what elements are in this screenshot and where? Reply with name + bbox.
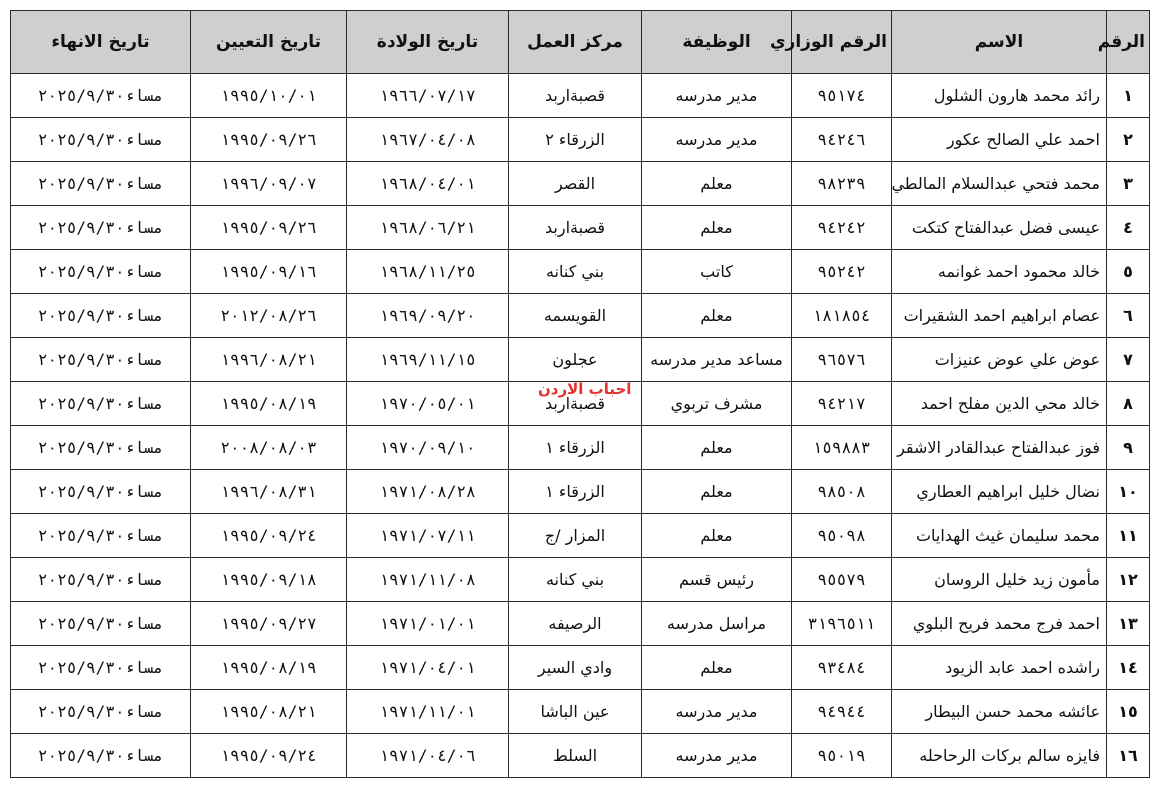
cell-no: ١٤: [1107, 646, 1150, 690]
cell-ministry-no: ١٥٩٨٨٣: [792, 426, 892, 470]
cell-work-center: القصر: [509, 162, 642, 206]
cell-appointment-date: ٢٠٠٨/٠٨/٠٣: [191, 426, 347, 470]
cell-birth-date: ١٩٦٩/١١/١٥: [347, 338, 509, 382]
table-row: [11, 514, 1150, 558]
cell-work-center: السلط: [509, 734, 642, 778]
cell-no: ٦: [1107, 294, 1150, 338]
cell-work-center: الزرقاء ٢: [509, 118, 642, 162]
table-row: [11, 162, 1150, 206]
cell-work-center: الزرقاء ١: [509, 426, 642, 470]
cell-job: معلم: [642, 294, 792, 338]
cell-work-center: قصبةاربد: [509, 206, 642, 250]
cell-appointment-date: ١٩٩٥/٠٩/٢٤: [191, 514, 347, 558]
cell-no: ١: [1107, 74, 1150, 118]
cell-birth-date: ١٩٧١/٠١/٠١: [347, 602, 509, 646]
cell-birth-date: ١٩٦٧/٠٤/٠٨: [347, 118, 509, 162]
cell-end-date: مساء٢٠٢٥/٩/٣٠: [11, 250, 191, 294]
cell-appointment-date: ١٩٩٥/٠٩/٢٤: [191, 734, 347, 778]
cell-appointment-date: ١٩٩٥/٠٨/١٩: [191, 646, 347, 690]
cell-job: معلم: [642, 162, 792, 206]
cell-work-center: بني كنانه: [509, 558, 642, 602]
header-job: الوظيفة: [642, 11, 792, 74]
cell-birth-date: ١٩٦٩/٠٩/٢٠: [347, 294, 509, 338]
cell-name: عيسى فضل عبدالفتاح كتكت: [892, 206, 1107, 250]
table-row: [11, 206, 1150, 250]
cell-ministry-no: ٩٣٤٨٤: [792, 646, 892, 690]
document-sheet: [10, 10, 1149, 778]
cell-name: فوز عبدالفتاح عبدالقادر الاشقر: [892, 426, 1107, 470]
cell-appointment-date: ١٩٩٥/١٠/٠١: [191, 74, 347, 118]
header-birth-date: تاريخ الولادة: [347, 11, 509, 74]
cell-end-date: مساء٢٠٢٥/٩/٣٠: [11, 206, 191, 250]
cell-appointment-date: ٢٠١٢/٠٨/٢٦: [191, 294, 347, 338]
cell-job: معلم: [642, 646, 792, 690]
table-row: [11, 646, 1150, 690]
cell-work-center: قصبةاربد: [509, 382, 642, 426]
cell-birth-date: ١٩٧١/١١/٠٨: [347, 558, 509, 602]
cell-work-center: قصبةاربد: [509, 74, 642, 118]
cell-appointment-date: ١٩٩٦/٠٨/٣١: [191, 470, 347, 514]
cell-appointment-date: ١٩٩٦/٠٨/٢١: [191, 338, 347, 382]
cell-birth-date: ١٩٦٨/١١/٢٥: [347, 250, 509, 294]
cell-job: مدير مدرسه: [642, 118, 792, 162]
table-row: [11, 558, 1150, 602]
cell-name: عصام ابراهيم احمد الشقيرات: [892, 294, 1107, 338]
cell-end-date: مساء٢٠٢٥/٩/٣٠: [11, 426, 191, 470]
cell-name: عوض علي عوض عنيزات: [892, 338, 1107, 382]
table-row: [11, 118, 1150, 162]
cell-job: مدير مدرسه: [642, 74, 792, 118]
cell-end-date: مساء٢٠٢٥/٩/٣٠: [11, 690, 191, 734]
cell-name: احمد علي الصالح عكور: [892, 118, 1107, 162]
cell-ministry-no: ٩٥٢٤٢: [792, 250, 892, 294]
cell-name: عائشه محمد حسن البيطار: [892, 690, 1107, 734]
cell-job: معلم: [642, 426, 792, 470]
cell-birth-date: ١٩٧٠/٠٩/١٠: [347, 426, 509, 470]
table-row: [11, 426, 1150, 470]
cell-end-date: مساء٢٠٢٥/٩/٣٠: [11, 734, 191, 778]
cell-name: خالد محي الدين مفلح احمد: [892, 382, 1107, 426]
header-name: الاسم: [892, 11, 1107, 74]
watermark-text: احباب الاردن: [538, 380, 632, 398]
cell-no: ٥: [1107, 250, 1150, 294]
cell-end-date: مساء٢٠٢٥/٩/٣٠: [11, 162, 191, 206]
cell-ministry-no: ٩٤٢٤٦: [792, 118, 892, 162]
table-row: [11, 74, 1150, 118]
cell-birth-date: ١٩٦٦/٠٧/١٧: [347, 74, 509, 118]
cell-name: خالد محمود احمد غوانمه: [892, 250, 1107, 294]
cell-work-center: وادي السير: [509, 646, 642, 690]
table-header-row: [11, 11, 1150, 74]
cell-end-date: مساء٢٠٢٥/٩/٣٠: [11, 118, 191, 162]
cell-work-center: عين الباشا: [509, 690, 642, 734]
cell-appointment-date: ١٩٩٥/٠٩/٢٦: [191, 206, 347, 250]
cell-job: مساعد مدير مدرسه: [642, 338, 792, 382]
table-row: [11, 470, 1150, 514]
cell-no: ١٦: [1107, 734, 1150, 778]
cell-ministry-no: ٩٨٥٠٨: [792, 470, 892, 514]
table-row: [11, 382, 1150, 426]
cell-ministry-no: ١٨١٨٥٤: [792, 294, 892, 338]
cell-ministry-no: ٣١٩٦٥١١: [792, 602, 892, 646]
cell-end-date: مساء٢٠٢٥/٩/٣٠: [11, 602, 191, 646]
header-end-date: تاريخ الانهاء: [11, 11, 191, 74]
cell-end-date: مساء٢٠٢٥/٩/٣٠: [11, 382, 191, 426]
cell-appointment-date: ١٩٩٥/٠٨/١٩: [191, 382, 347, 426]
header-ministry-no: الرقم الوزاري: [792, 11, 892, 74]
cell-ministry-no: ٩٥٠٩٨: [792, 514, 892, 558]
cell-job: كاتب: [642, 250, 792, 294]
table-row: [11, 338, 1150, 382]
cell-no: ٧: [1107, 338, 1150, 382]
cell-work-center: بني كنانه: [509, 250, 642, 294]
cell-work-center: عجلون: [509, 338, 642, 382]
table-body: [11, 74, 1150, 778]
cell-ministry-no: ٩٨٢٣٩: [792, 162, 892, 206]
cell-birth-date: ١٩٧١/٠٧/١١: [347, 514, 509, 558]
header-appointment-date: تاريخ التعيين: [191, 11, 347, 74]
cell-job: مراسل مدرسه: [642, 602, 792, 646]
cell-end-date: مساء٢٠٢٥/٩/٣٠: [11, 514, 191, 558]
table-row: [11, 250, 1150, 294]
cell-name: راشده احمد عابد الزيود: [892, 646, 1107, 690]
cell-appointment-date: ١٩٩٥/٠٨/٢١: [191, 690, 347, 734]
cell-job: مدير مدرسه: [642, 690, 792, 734]
cell-appointment-date: ١٩٩٥/٠٩/٢٦: [191, 118, 347, 162]
cell-name: نضال خليل ابراهيم العطاري: [892, 470, 1107, 514]
cell-job: مدير مدرسه: [642, 734, 792, 778]
cell-job: معلم: [642, 470, 792, 514]
cell-no: ١٥: [1107, 690, 1150, 734]
cell-appointment-date: ١٩٩٥/٠٩/٢٧: [191, 602, 347, 646]
header-no: الرقم: [1107, 11, 1150, 74]
cell-end-date: مساء٢٠٢٥/٩/٣٠: [11, 646, 191, 690]
cell-appointment-date: ١٩٩٦/٠٩/٠٧: [191, 162, 347, 206]
cell-ministry-no: ٩٦٥٧٦: [792, 338, 892, 382]
cell-name: فايزه سالم بركات الرحاحله: [892, 734, 1107, 778]
cell-name: محمد سليمان غيث الهدايات: [892, 514, 1107, 558]
table-row: [11, 602, 1150, 646]
cell-no: ١٣: [1107, 602, 1150, 646]
cell-appointment-date: ١٩٩٥/٠٩/١٨: [191, 558, 347, 602]
cell-name: رائد محمد هارون الشلول: [892, 74, 1107, 118]
cell-work-center: الزرقاء ١: [509, 470, 642, 514]
table-row: [11, 294, 1150, 338]
cell-work-center: القويسمه: [509, 294, 642, 338]
cell-job: رئيس قسم: [642, 558, 792, 602]
table-row: [11, 734, 1150, 778]
cell-name: محمد فتحي عبدالسلام المالطي: [892, 162, 1107, 206]
cell-job: مشرف تربوي: [642, 382, 792, 426]
cell-birth-date: ١٩٦٨/٠٤/٠١: [347, 162, 509, 206]
cell-no: ٨: [1107, 382, 1150, 426]
cell-birth-date: ١٩٧١/١١/٠١: [347, 690, 509, 734]
cell-no: ٢: [1107, 118, 1150, 162]
cell-end-date: مساء٢٠٢٥/٩/٣٠: [11, 294, 191, 338]
cell-ministry-no: ٩٥١٧٤: [792, 74, 892, 118]
cell-no: ٣: [1107, 162, 1150, 206]
cell-ministry-no: ٩٥٠١٩: [792, 734, 892, 778]
cell-work-center: المزار /ج: [509, 514, 642, 558]
cell-no: ١١: [1107, 514, 1150, 558]
cell-no: ٩: [1107, 426, 1150, 470]
cell-end-date: مساء٢٠٢٥/٩/٣٠: [11, 470, 191, 514]
cell-birth-date: ١٩٦٨/٠٦/٢١: [347, 206, 509, 250]
cell-job: معلم: [642, 206, 792, 250]
cell-job: معلم: [642, 514, 792, 558]
cell-end-date: مساء٢٠٢٥/٩/٣٠: [11, 74, 191, 118]
retirement-table: [10, 10, 1150, 778]
cell-birth-date: ١٩٧١/٠٤/٠٦: [347, 734, 509, 778]
cell-work-center: الرصيفه: [509, 602, 642, 646]
cell-no: ٤: [1107, 206, 1150, 250]
cell-no: ١٢: [1107, 558, 1150, 602]
table-row: [11, 690, 1150, 734]
cell-ministry-no: ٩٤٢١٧: [792, 382, 892, 426]
cell-ministry-no: ٩٤٩٤٤: [792, 690, 892, 734]
cell-end-date: مساء٢٠٢٥/٩/٣٠: [11, 338, 191, 382]
header-work-center: مركز العمل: [509, 11, 642, 74]
cell-ministry-no: ٩٤٢٤٢: [792, 206, 892, 250]
cell-no: ١٠: [1107, 470, 1150, 514]
cell-ministry-no: ٩٥٥٧٩: [792, 558, 892, 602]
cell-birth-date: ١٩٧٠/٠٥/٠١: [347, 382, 509, 426]
cell-name: مأمون زيد خليل الروسان: [892, 558, 1107, 602]
cell-end-date: مساء٢٠٢٥/٩/٣٠: [11, 558, 191, 602]
cell-birth-date: ١٩٧١/٠٨/٢٨: [347, 470, 509, 514]
cell-birth-date: ١٩٧١/٠٤/٠١: [347, 646, 509, 690]
cell-appointment-date: ١٩٩٥/٠٩/١٦: [191, 250, 347, 294]
cell-name: احمد فرج محمد فريح البلوي: [892, 602, 1107, 646]
